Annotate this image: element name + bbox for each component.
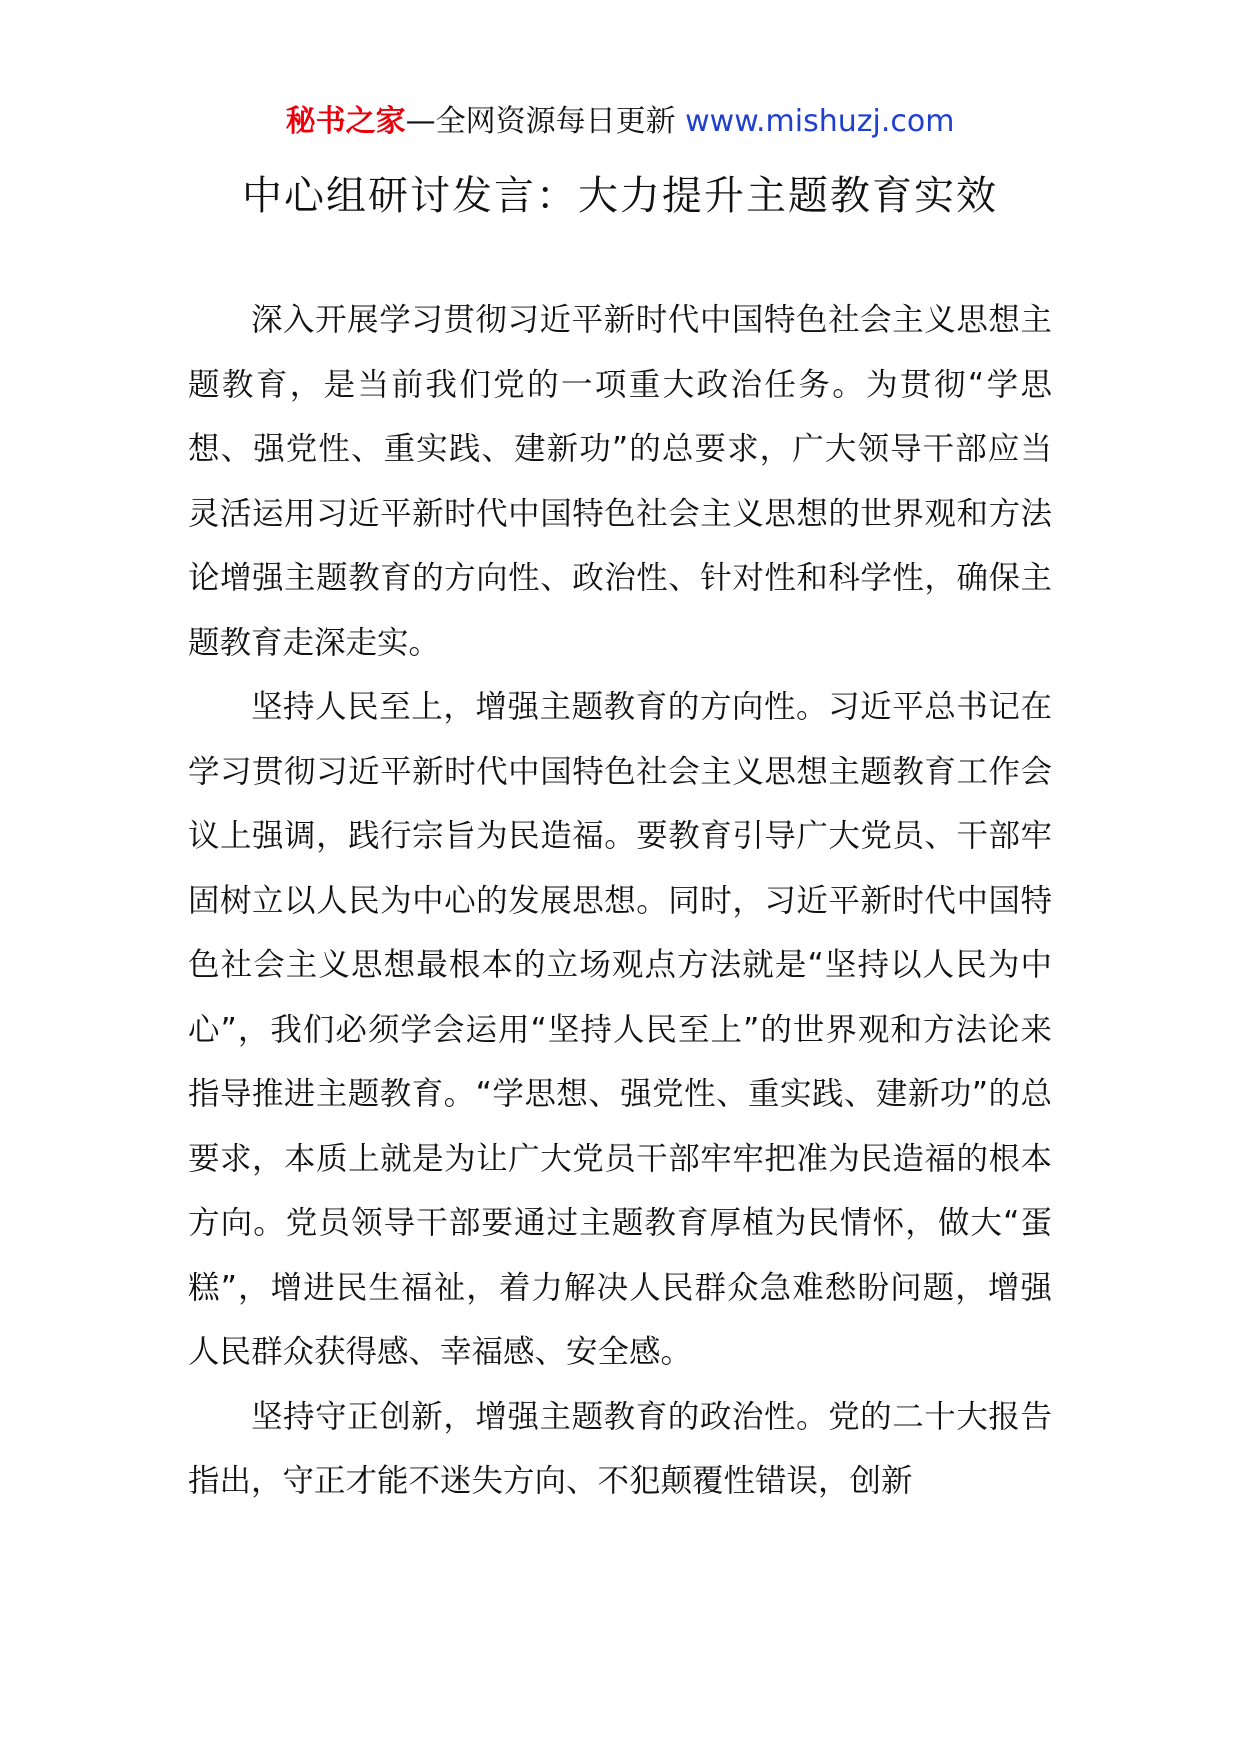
document-title: 中心组研讨发言：大力提升主题教育实效 (242, 173, 998, 219)
paragraph-intro (188, 288, 1052, 675)
brand-name: 秘书之家 (285, 104, 406, 139)
site-url-link[interactable]: www.mishuzj.com (685, 104, 955, 139)
paragraph-people-first (188, 675, 1052, 1385)
paragraph-lead: 坚持守正创新，增强主题教育的政治性。 (251, 1398, 829, 1435)
paragraph-innovation (188, 1385, 1052, 1514)
paragraph-text: 习近平总书记在学习贯彻习近平新时代中国特色社会主义思想主题教育工作会议上强调，践行宗旨为民造福。要教育引导广大党员、干部牢固树立以人民为中心的发展思想。同时，习近平新时代中国特色社会主义思想最根本的立场观点方法就是“坚持以人民为中心”，我们必须学会运用“坚持人民至上”的世界观和方法论来指导推进主题教育。“学思想、强党性、重实践、建新功”的总要求，本质上就是为让广大党员干部牢牢把准为民造福的根本方向。党员领导干部要通过主题教育厚植为民情怀，做大“蛋糕”，增进民生福祉，着力解决人民群众急难愁盼问题，增强人民群众获得感、幸福感、安全感。 (188, 689, 1052, 1370)
paragraph-text: 党的二十大报告指出，守正才能不迷失方向、不犯颠覆性错误，创新 (188, 1398, 1052, 1499)
header-tagline: —全网资源每日更新 (405, 104, 676, 139)
paragraph-lead: 坚持人民至上，增强主题教育的方向性。 (251, 689, 829, 725)
document-body (188, 288, 1052, 1514)
site-header (0, 100, 1240, 144)
paragraph-text: 深入开展学习贯彻习近平新时代中国特色社会主义思想主题教育，是当前我们党的一项重大政治任务。为贯彻“学思想、强党性、重实践、建新功”的总要求，广大领导干部应当灵活运用习近平新时代中国特色社会主义思想的世界观和方法论增强主题教育的方向性、政治性、针对性和科学性，确保主题教育走深走实。 (188, 302, 1052, 661)
